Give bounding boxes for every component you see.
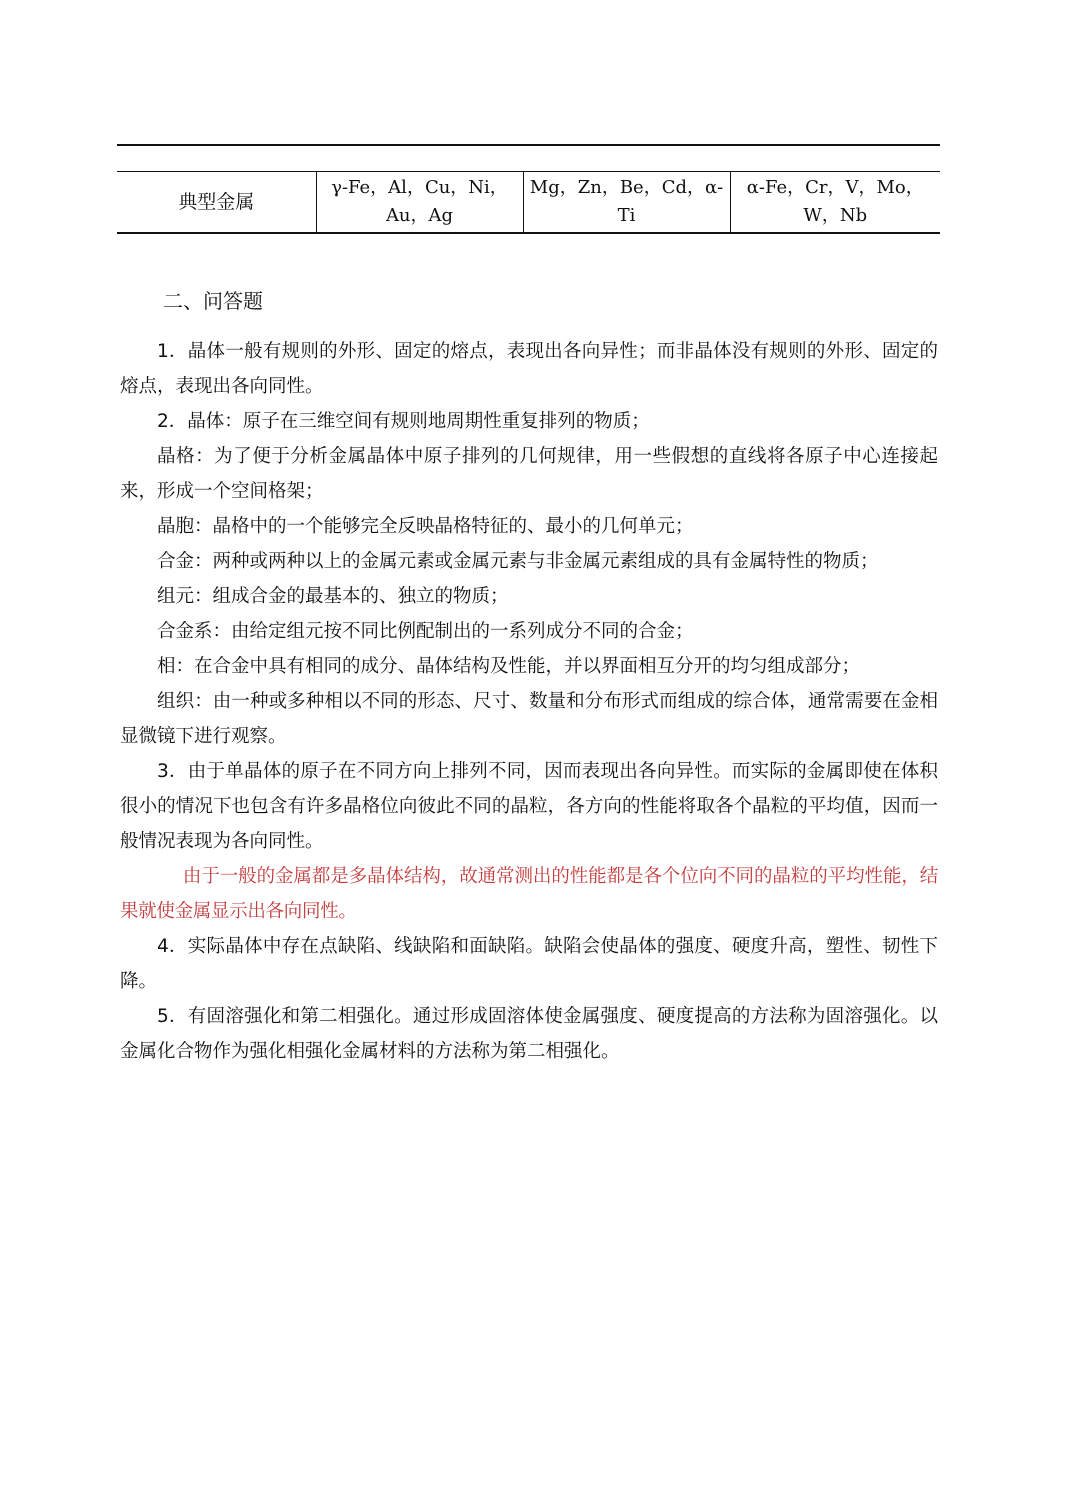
typical-metals-table xyxy=(117,171,940,234)
fcc-metals-cell: γ-Fe，Al，Cu，Ni，Au，Ag xyxy=(316,172,523,234)
section-title: 二、问答题 xyxy=(163,289,263,313)
definition-unit-cell: 晶胞：晶格中的一个能够完全反映晶格特征的、最小的几何单元； xyxy=(157,516,694,537)
hcp-metals-cell: Mg，Zn，Be，Cd，α-Ti xyxy=(523,172,730,234)
answers-body xyxy=(120,334,938,1069)
bcc-metals-cell: α-Fe，Cr，V，Mo，W，Nb xyxy=(730,172,940,234)
table-row xyxy=(117,172,940,234)
definition-component: 组元：组成合金的最基本的、独立的物质； xyxy=(157,586,509,607)
answer-5: 5．有固溶强化和第二相强化。通过形成固溶体使金属强度、硬度提高的方法称为固溶强化。以金属化合物作为强化相强化金属材料的方法称为第二相强化。 xyxy=(120,1006,938,1062)
answer-2-crystal: 2．晶体：原子在三维空间有规则地周期性重复排列的物质； xyxy=(157,411,650,432)
definition-phase: 相：在合金中具有相同的成分、晶体结构及性能，并以界面相互分开的均匀组成部分； xyxy=(157,656,861,677)
definition-alloy: 合金：两种或两种以上的金属元素或金属元素与非金属元素组成的具有金属特性的物质； xyxy=(157,551,879,572)
definition-microstructure: 组织：由一种或多种相以不同的形态、尺寸、数量和分布形式而组成的综合体，通常需要在金相显微镜下进行观察。 xyxy=(120,691,938,747)
row-label-typical-metals: 典型金属 xyxy=(178,191,255,213)
answer-1: 1．晶体一般有规则的外形、固定的熔点，表现出各向异性；而非晶体没有规则的外形、固定的熔点，表现出各向同性。 xyxy=(120,341,938,397)
answer-4: 4．实际晶体中存在点缺陷、线缺陷和面缺陷。缺陷会使晶体的强度、硬度升高，塑性、韧性下降。 xyxy=(120,936,938,992)
definition-lattice: 晶格：为了便于分析金属晶体中原子排列的几何规律，用一些假想的直线将各原子中心连接起来，形成一个空间格架； xyxy=(120,446,938,502)
definition-alloy-system: 合金系：由给定组元按不同比例配制出的一系列成分不同的合金； xyxy=(157,621,694,642)
answer-3: 3．由于单晶体的原子在不同方向上排列不同，因而表现出各向异性。而实际的金属即使在体积很小的情况下也包含有许多晶格位向彼此不同的晶粒，各方向的性能将取各个晶粒的平均值，因而一般情况表现为各向同性。 xyxy=(120,761,938,852)
top-rule xyxy=(117,144,940,146)
red-note: 由于一般的金属都是多晶体结构，故通常测出的性能都是各个位向不同的晶粒的平均性能，结果就使金属显示出各向同性。 xyxy=(120,866,938,922)
